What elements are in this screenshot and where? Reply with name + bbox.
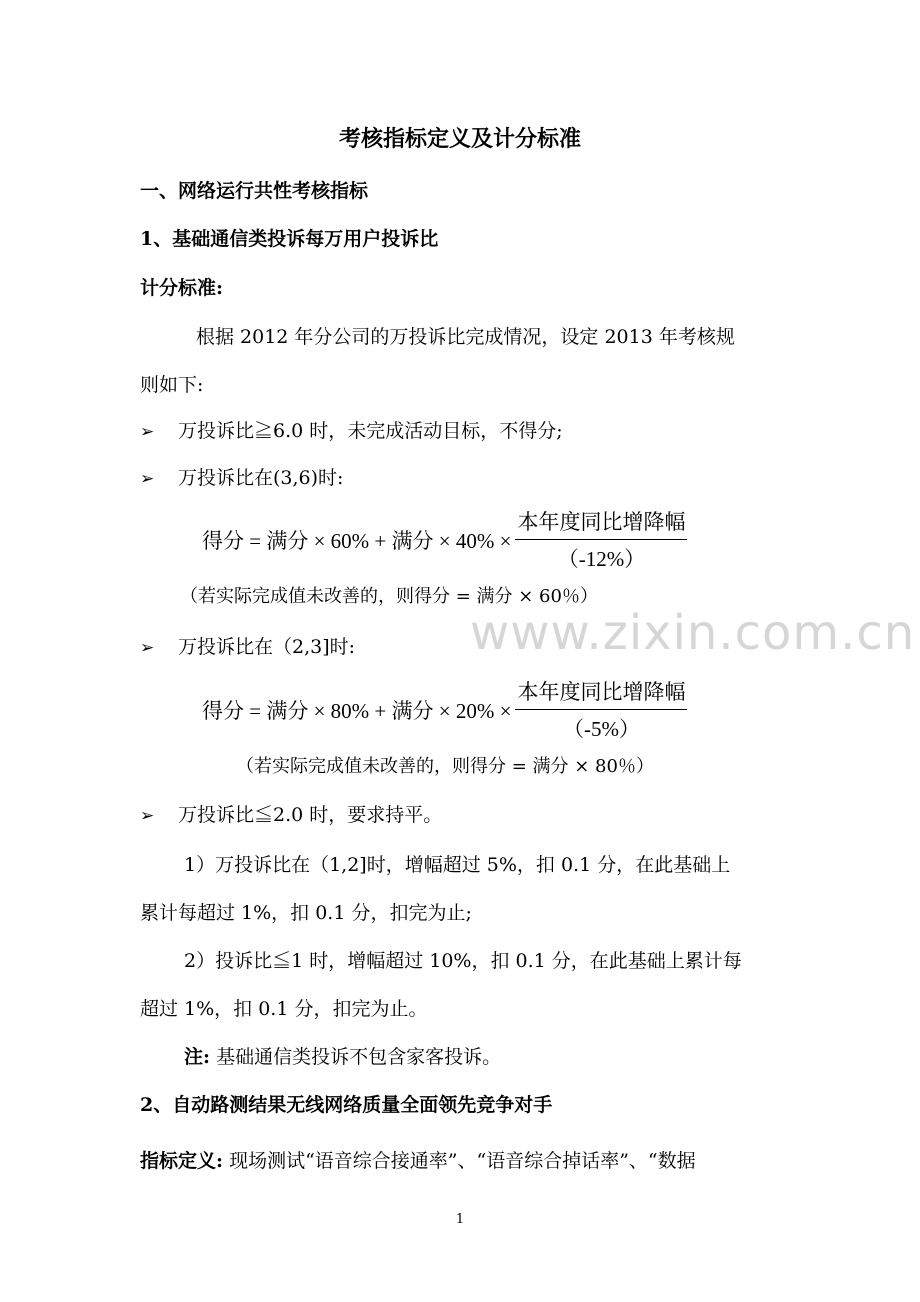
item2-heading: 2、自动路测结果无线网络质量全面领先竞争对手 [140,1094,553,1116]
bullet-3 [140,632,355,659]
bullet-1-text: 万投诉比≧6.0 时，未完成活动目标，不得分; [178,420,563,442]
rule-2-line-2: 超过 1%，扣 0.1 分，扣完为止。 [140,998,428,1020]
formula-1-note: （若实际完成值未改善的，则得分 = 满分 × 60％） [180,586,598,607]
bullet-4-text: 万投诉比≦2.0 时，要求持平。 [178,804,443,826]
formula-2-fraction [515,676,687,743]
formula-2-note: （若实际完成值未改善的，则得分 = 满分 × 80％） [236,756,654,777]
item1-heading: 1、基础通信类投诉每万用户投诉比 [140,228,439,250]
definition-text: 现场测试“语音综合接通率”、“语音综合掉话率”、“数据 [229,1150,696,1172]
rule-1-line-1: 1）万投诉比在（1,2]时，增幅超过 5%，扣 0.1 分，在此基础上 [184,854,731,876]
note-label: 注: [184,1046,211,1068]
arrow-bullet-icon: ➢ [140,806,155,826]
bullet-1 [140,416,563,443]
arrow-bullet-icon: ➢ [140,422,155,442]
formula-1-lhs: 得分 = 满分 × 60% + 满分 × 40% × [202,528,512,553]
bullet-2-text: 万投诉比在(3,6)时: [178,467,344,489]
definition-line [140,1146,696,1173]
intro-line-2: 则如下: [140,374,204,396]
formula-1 [202,506,687,573]
bullet-2 [140,463,343,490]
rule-1-line-2: 累计每超过 1%，扣 0.1 分，扣完为止; [140,902,472,924]
scoring-label: 计分标准: [140,277,224,299]
page-number: 1 [455,1212,465,1227]
formula-1-numerator: 本年度同比增降幅 [517,510,686,534]
formula-2 [202,676,687,743]
formula-2-lhs: 得分 = 满分 × 80% + 满分 × 20% × [202,698,512,723]
arrow-bullet-icon: ➢ [140,469,155,489]
watermark: www.zixin.com.cn [470,605,916,661]
section-heading: 一、网络运行共性考核指标 [140,180,369,202]
note-line [184,1042,501,1069]
formula-2-denominator: （-5%） [515,709,687,743]
formula-1-fraction [515,506,687,573]
formula-2-numerator: 本年度同比增降幅 [517,680,686,704]
note-text: 基础通信类投诉不包含家客投诉。 [216,1046,502,1068]
bullet-3-text: 万投诉比在（2,3]时: [178,636,356,658]
bullet-4 [140,800,442,827]
definition-label: 指标定义: [140,1150,224,1172]
formula-1-denominator: （-12%） [515,539,687,573]
rule-2-line-1: 2）投诉比≦1 时，增幅超过 10%，扣 0.1 分，在此基础上累计每 [184,950,742,972]
page-title: 考核指标定义及计分标准 [338,126,581,152]
intro-line-1: 根据 2012 年分公司的万投诉比完成情况，设定 2013 年考核规 [196,326,735,348]
arrow-bullet-icon: ➢ [140,638,155,658]
